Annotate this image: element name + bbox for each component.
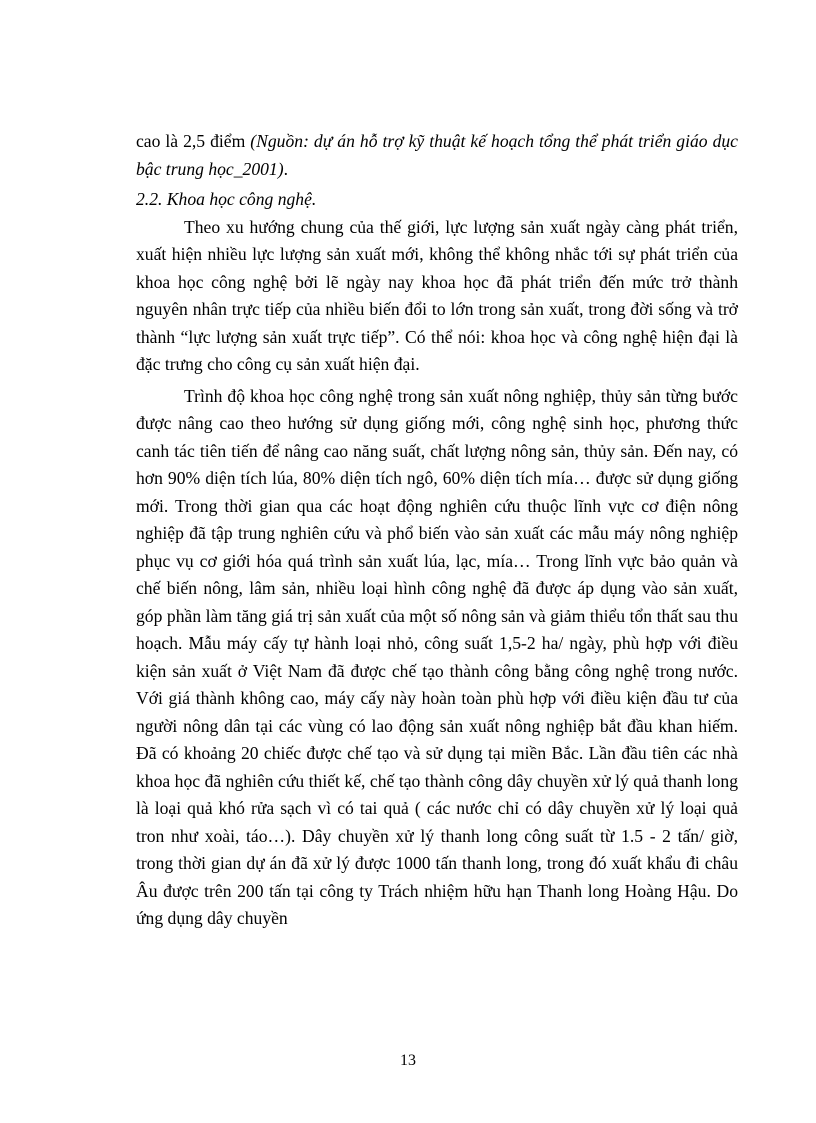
intro-tail: . xyxy=(283,158,288,179)
intro-source-citation: (Nguồn: dự án hỗ trợ kỹ thuật kế hoạch tổng thể phát triển giáo dục bậc trung học_2001) xyxy=(136,131,738,179)
page-number: 13 xyxy=(400,1052,416,1069)
document-page xyxy=(136,128,738,933)
section-heading: 2.2. Khoa học công nghệ. xyxy=(136,189,317,209)
intro-lead: cao là 2,5 điểm xyxy=(136,131,251,151)
body-paragraph-1: Theo xu hướng chung của thế giới, lực lượng sản xuất ngày càng phát triển, xuất hiện nhiều lực lượng sản xuất mới, không thể không nhắc tới sự phát triển của khoa học công nghệ bởi lẽ ngày nay khoa học đã phát triển đến mức trở thành nguyên nhân trực tiếp của nhiều biến đổi to lớn trong sản xuất, trong đời sống và trở thành “lực lượng sản xuất trực tiếp”. Có thể nói: khoa học và công nghệ hiện đại là đặc trưng cho công cụ sản xuất hiện đại. xyxy=(136,216,738,374)
body-paragraph-2: Trình độ khoa học công nghệ trong sản xuất nông nghiệp, thủy sản từng bước được nâng cao theo hướng sử dụng giống mới, công nghệ sinh học, phương thức canh tác tiên tiến để nâng cao năng suất, chất lượng nông sản, thủy sản. Đến nay, có hơn 90% diện tích lúa, 80% diện tích ngô, 60% diện tích mía… được sử dụng giống mới. Trong thời gian qua các hoạt động nghiên cứu thuộc lĩnh vực cơ điện nông nghiệp đã tập trung nghiên cứu và phổ biến vào sản xuất các mẫu máy nông nghiệp phục vụ cơ giới hóa quá trình sản xuất lúa, lạc, mía… Trong lĩnh vực bảo quản và chế biến nông, lâm sản, nhiều loại hình công nghệ đã được áp dụng vào sản xuất, góp phần làm tăng giá trị sản xuất của một số nông sản và giảm thiểu tổn thất sau thu hoạch. Mẫu máy cấy tự hành loại nhỏ, công suất 1,5-2 ha/ ngày, phù hợp với điều kiện sản xuất ở Việt Nam đã được chế tạo thành công bằng công nghệ trong nước. Với giá thành không cao, máy cấy này hoàn toàn phù hợp với điều kiện đầu tư của người nông dân tại các vùng có lao động sản xuất nông nghiệp bắt đầu khan hiếm. Đã có khoảng 20 chiếc được chế tạo và sử dụng tại miền Bắc. Lần đầu tiên các nhà khoa học đã nghiên cứu thiết kế, chế tạo thành công dây chuyền xử lý quả thanh long là loại quả khó rửa sạch vì có tai quả ( các nước chỉ có dây chuyền xử lý loại quả tron như xoài, táo…). Dây chuyền xử lý thanh long công suất từ 1.5 - 2 tấn/ giờ, trong thời gian dự án đã xử lý được 1000 tấn thanh long, trong đó xuất khẩu đi châu Âu được trên 200 tấn tại công ty Trách nhiệm hữu hạn Thanh long Hoàng Hậu. Do ứng dụng dây chuyền xyxy=(136,385,738,928)
intro-paragraph xyxy=(136,128,738,183)
